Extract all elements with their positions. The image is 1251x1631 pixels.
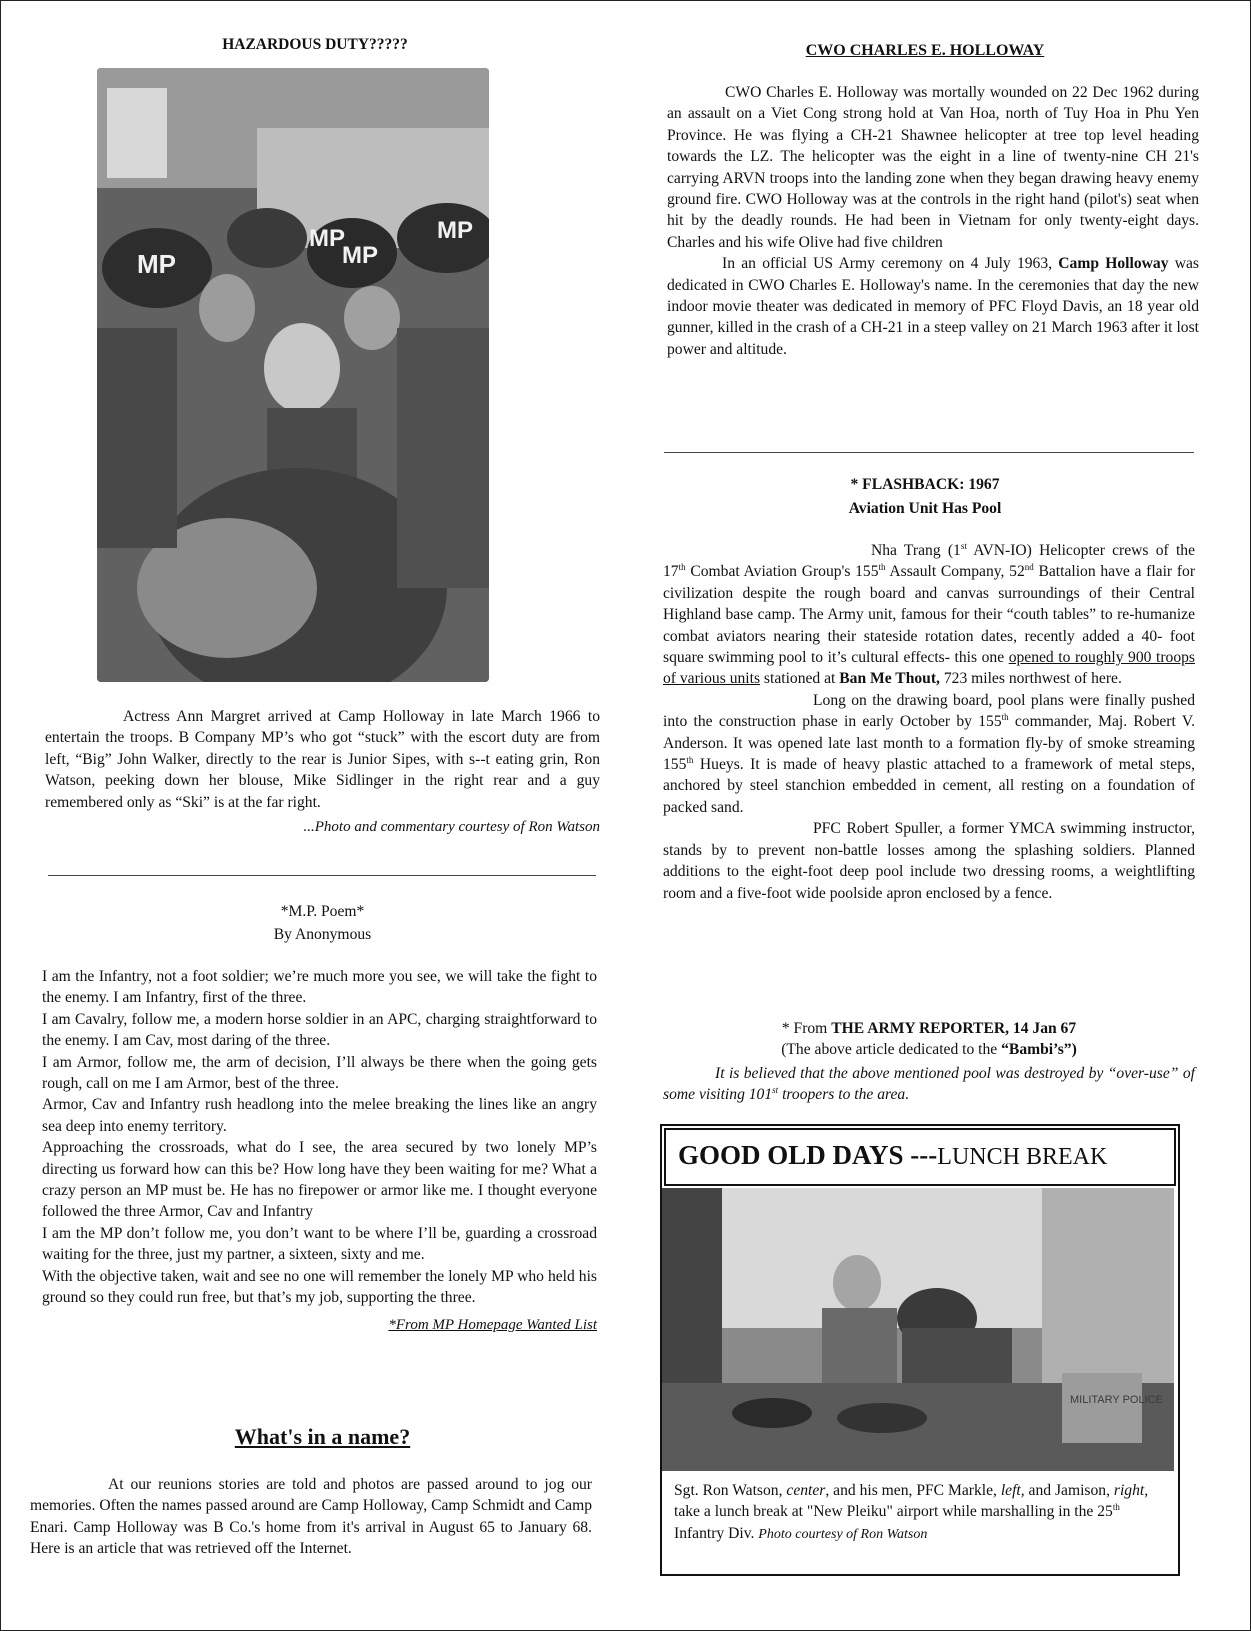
poem-line: Armor, Cav and Infantry rush headlong into the melee breaking the lines like an angry sea deep into enemy territory. xyxy=(42,1096,597,1135)
cwo-title: CWO CHARLES E. HOLLOWAY xyxy=(805,42,1045,59)
left-divider-1 xyxy=(48,875,596,876)
ann-margret-photo xyxy=(97,68,489,682)
banner-bold: GOOD OLD DAYS --- xyxy=(678,1140,938,1170)
mp-helmet-text-3: MP xyxy=(342,242,378,269)
believed-note: It is believed that the above mentioned pool was destroyed by “over-use” of some visiting 101st troopers to the area. xyxy=(663,1065,1195,1104)
poem-line: I am Cavalry, follow me, a modern horse soldier in an APC, charging straightforward to the enemy. I am Cav, most daring of the three. xyxy=(42,1010,597,1050)
lunch-break-photo xyxy=(662,1188,1174,1471)
poem-title: *M.P. Poem* xyxy=(280,903,365,920)
cwo-paragraph-2: In an official US Army ceremony on 4 July 1963, Camp Holloway was dedicated in CWO Charles E. Holloway's name. In the ceremonies that day the new indoor movie theater was dedicated in memory of PFC Floyd Davis, an 18 year old gunner, killed in the crash of a CH-21 in a steep valley on 21 March 1963 after it lost power and altitude. xyxy=(667,255,1199,358)
photo-caption: Actress Ann Margret arrived at Camp Holloway in late March 1966 to entertain the troops. B Company MP’s who got “stuck” with the escort duty are from left, “Big” John Walker, directly to the rear is Junior Sipes, with s--t eating grin, Ron Watson, peeking down her blouse, Mike Sidlinger in the right rear and a guy remembered only as “Ski” is at the far right. xyxy=(45,708,600,811)
poem-line: I am the MP don’t follow me, you don’t want to be where I’ll be, guarding a crossroad waiting for the three, just my partner, a sixteen, sixty and me. xyxy=(42,1224,597,1264)
cwo-paragraph-1: CWO Charles E. Holloway was mortally wounded on 22 Dec 1962 during an assault on a Viet Cong strong hold at Van Hoa, north of Tuy Hoa in Phu Yen Province. He was flying a CH-21 Shawnee helicopter at tree top level heading towards the LZ. The helicopter was the eight in a line of twenty-nine CH 21's carrying ARVN troops into the landing zone when they began drawing heavy enemy ground fire. CWO Holloway was at the controls in the right hand (pilot's) seat when hit by the deadly rounds. He had been in Vietnam for only twenty-eight days. Charles and his wife Olive had five children xyxy=(667,84,1199,251)
lunch-caption: Sgt. Ron Watson, center, and his men, PFC Markle, left, and Jamison, right, take a lunch break at "New Pleiku" airport while marshalling in the 25th Infantry Div. Photo courtesy of Ron Watson xyxy=(674,1482,1149,1542)
flashback-paragraph-1: Nha Trang (1st AVN-IO) Helicopter crews of the 17th Combat Aviation Group's 155th Assault Company, 52nd Battalion have a flair for civilization despite the rough board and canvas surroundings of their Central Highland base camp. The Army unit, famous for their “couth tables” to re-humanize combat aviators nearing their stateside rotation dates, recently added a 40- foot square swimming pool to it’s cultural effects- this one opened to roughly 900 troops of various units stationed at Ban Me Thout, 723 miles northwest of here. xyxy=(663,540,1196,688)
poem-line: With the objective taken, wait and see no one will remember the lonely MP who held his ground so they could run free, but that’s my job, supporting the three. xyxy=(42,1267,597,1307)
ann-margret-photo-drawing xyxy=(97,68,489,682)
flashback-subtitle: Aviation Unit Has Pool xyxy=(848,500,1002,517)
good-old-days-banner xyxy=(664,1128,1176,1186)
dedication-line: (The above article dedicated to the “Bambi’s”) xyxy=(781,1041,1077,1059)
source-line: * From THE ARMY REPORTER, 14 Jan 67 xyxy=(781,1020,1077,1037)
lunch-break-photo-drawing xyxy=(662,1188,1174,1471)
poem-credit: *From MP Homepage Wanted List xyxy=(388,1316,597,1333)
military-police-sign: MILITARY POLICE xyxy=(1070,1394,1163,1406)
right-divider-1 xyxy=(664,452,1194,453)
poem-line: I am Armor, follow me, the arm of decision, I’ll always be there when the going gets rough, call on me I am Armor, best of the three. xyxy=(42,1053,597,1093)
flashback-title: * FLASHBACK: 1967 xyxy=(850,476,1000,493)
poem-line: Approaching the crossroads, what do I see, the area secured by two lonely MP’s directing us forward how can this be? How long have they been waiting for me? What a crazy person an MP must be. He has no firepower or armor like me. I thought everyone followed the three Armor, Cav and Infantry xyxy=(42,1139,597,1221)
mp-helmet-text-1: MP xyxy=(137,249,176,279)
poem-author: By Anonymous xyxy=(273,926,372,943)
flashback-paragraph-2: Long on the drawing board, pool plans were finally pushed into the construction phase in early October by 155th commander, Maj. Robert V. Anderson. It was opened late last month to a formation fly-by of smoke streaming 155th Hueys. It is made of heavy plastic attached to a framework of metal steps, anchored by steel stanchion embedded in cement, all resting on a foundation of packed sand. xyxy=(663,691,1195,816)
poem-line: I am the Infantry, not a foot soldier; we’re much more you see, we will take the fight to the enemy. I am Infantry, first of the three. xyxy=(42,968,597,1007)
mp-helmet-text-2: MP xyxy=(309,225,345,252)
name-title: What's in a name? xyxy=(234,1424,411,1449)
hazard-title: HAZARDOUS DUTY????? xyxy=(222,36,408,53)
flashback-paragraph-3: PFC Robert Spuller, a former YMCA swimming instructor, stands by to prevent non-battle losses among the splashing soldiers. Planned additions to the eight-foot deep pool include two dressing rooms, a weightlifting room and a five-foot wide poolside apron enclosed by a fence. xyxy=(663,820,1195,902)
poem-body xyxy=(42,966,597,1334)
photo-credit: ...Photo and commentary courtesy of Ron Watson xyxy=(303,819,600,836)
mp-helmet-text-4: MP xyxy=(437,217,473,244)
name-text: At our reunions stories are told and photos are passed around to jog our memories. Often the names passed around are Camp Holloway, Camp Schmidt and Camp Enari. Camp Holloway was B Co.'s home from it's arrival in August 65 to January 68. Here is an article that was retrieved off the Internet. xyxy=(30,1476,592,1558)
banner-rest: LUNCH BREAK xyxy=(937,1144,1108,1170)
